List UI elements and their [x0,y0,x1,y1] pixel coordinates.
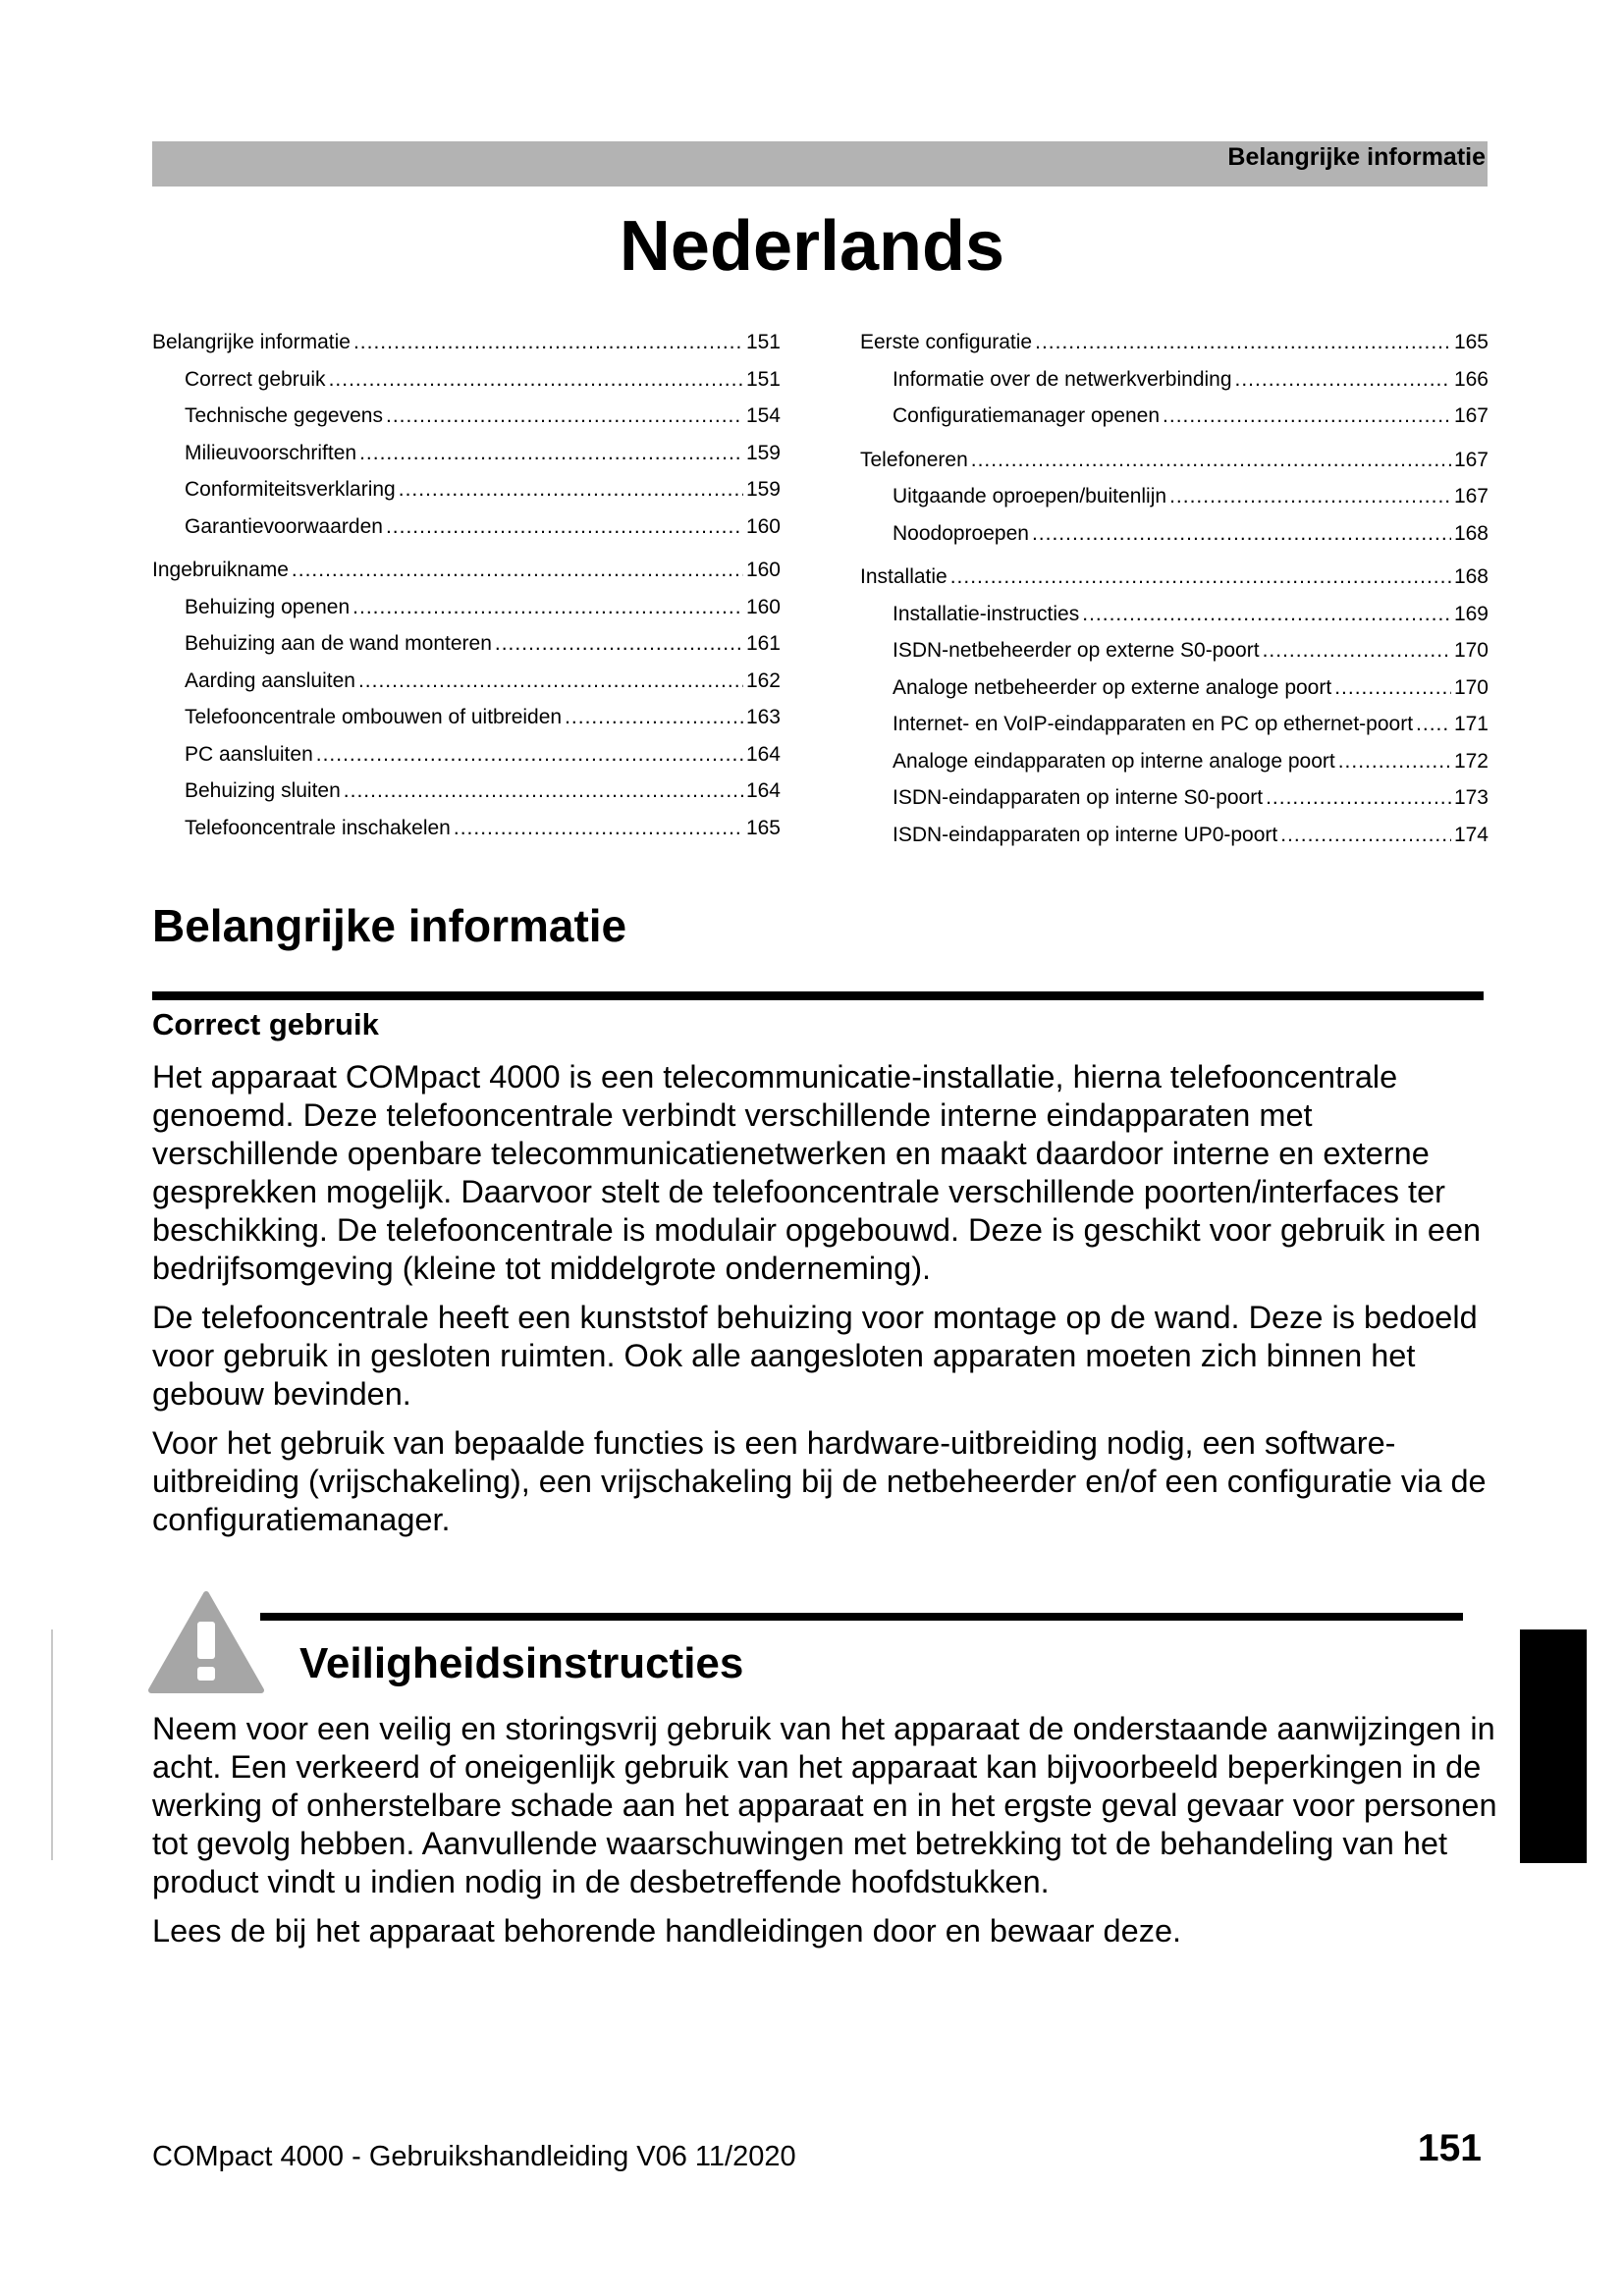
chapter-tab-marker [1520,1629,1587,1863]
section-body [152,1058,1497,1550]
toc-entry[interactable]: Installatie ..... 168 [860,559,1489,596]
toc-entry[interactable]: Eerste configuratie ..... 165 [860,324,1489,361]
page-title: Nederlands [619,207,1005,286]
toc-entry[interactable]: Analoge netbeheerder op externe analoge poort ..... 170 [860,669,1489,707]
toc-entry[interactable]: Configuratiemanager openen ..... 167 [860,398,1489,435]
toc-entry[interactable]: Belangrijke informatie ..... 151 [152,324,781,361]
warning-body [152,1710,1497,1961]
paragraph: De telefooncentrale heeft een kunststof behuizing voor montage op de wand. Deze is bedoeld voor gebruik in gesloten ruimten. Ook alle aangesloten apparaten moeten zich binnen het gebouw bevinden. [152,1300,1478,1412]
footer-document-title: COMpact 4000 - Gebruikshandleiding V06 11/2020 [152,2141,796,2172]
toc-entry[interactable]: Ingebruikname ..... 160 [152,552,781,589]
margin-line [51,1629,53,1860]
paragraph: Lees de bij het apparaat behorende handleidingen door en bewaar deze. [152,1913,1182,1949]
header-bar [152,141,1488,187]
toc-right-column [860,324,1489,853]
toc-entry[interactable]: Correct gebruik ..... 151 [152,361,781,399]
warning-title: Veiligheidsinstructies [299,1639,744,1687]
toc-entry[interactable]: Analoge eindapparaten op interne analoge poort ..... 172 [860,743,1489,780]
header-section-label: Belangrijke informatie [1227,143,1486,171]
warning-rule [260,1613,1463,1621]
toc-entry[interactable]: Behuizing sluiten ..... 164 [152,773,781,810]
toc-entry[interactable]: Telefoneren ..... 167 [860,442,1489,479]
toc-entry[interactable]: Telefooncentrale inschakelen ..... 165 [152,810,781,847]
toc-entry[interactable]: Technische gegevens ..... 154 [152,398,781,435]
paragraph: Neem voor een veilig en storingsvrij gebruik van het apparaat de onderstaande aanwijzingen in acht. Een verkeerd of oneigenlijk gebruik van het apparaat kan bijvoorbeeld beperkingen in de werking of onherstelbare schade aan het apparaat en in het ergste geval gevaar voor personen tot gevolg hebben. Aanvullende waarschuwingen met betrekking tot de behandeling van het product vindt u indien nodig in de desbetreffende hoofdstukken. [152,1711,1497,1899]
toc-entry[interactable]: Milieuvoorschriften ..... 159 [152,435,781,472]
toc-entry[interactable]: Conformiteitsverklaring ..... 159 [152,471,781,508]
toc-left-column [152,324,781,846]
section-title: Belangrijke informatie [152,900,627,951]
toc-entry[interactable]: Noodoproepen ..... 168 [860,515,1489,553]
toc-entry[interactable]: Installatie-instructies ..... 169 [860,596,1489,633]
toc-entry[interactable]: Telefooncentrale ombouwen of uitbreiden ..... 163 [152,699,781,736]
toc-entry[interactable]: Internet- en VoIP-eindapparaten en PC op ethernet-poort ..... 171 [860,706,1489,743]
footer-page-number: 151 [1417,2127,1482,2169]
paragraph: Het apparaat COMpact 4000 is een telecommunicatie-installatie, hierna telefooncentrale genoemd. Deze telefooncentrale verbindt verschillende interne eindapparaten met verschillende openbare telecommunicatienetwerken en maakt daardoor interne en externe gesprekken mogelijk. Daarvoor stelt de telefooncentrale verschillende poorten/interfaces ter beschikking. De telefooncentrale is modulair opgebouwd. Deze is geschikt voor gebruik in een bedrijfsomgeving (kleine tot middelgrote onderneming). [152,1059,1482,1286]
toc-entry[interactable]: ISDN-eindapparaten op interne S0-poort ..... 173 [860,779,1489,817]
section-rule [152,991,1484,1000]
toc-entry[interactable]: Behuizing openen ..... 160 [152,589,781,626]
subsection-title: Correct gebruik [152,1007,379,1041]
toc-entry[interactable]: Garantievoorwaarden ..... 160 [152,508,781,546]
toc-entry[interactable]: Behuizing aan de wand monteren ..... 161 [152,625,781,663]
paragraph: Voor het gebruik van bepaalde functies is een hardware-uitbreiding nodig, een software-uitbreiding (vrijschakeling), een vrijschakeling bij de netbeheerder en/of een configuratie via de configuratiemanager. [152,1425,1487,1537]
toc-entry[interactable]: Aarding aansluiten ..... 162 [152,663,781,700]
toc-entry[interactable]: PC aansluiten ..... 164 [152,736,781,774]
toc-entry[interactable]: Uitgaande oproepen/buitenlijn ..... 167 [860,478,1489,515]
toc-entry[interactable]: ISDN-netbeheerder op externe S0-poort ..... 170 [860,632,1489,669]
toc-entry[interactable]: ISDN-eindapparaten op interne UP0-poort ..... 174 [860,817,1489,854]
toc-entry[interactable]: Informatie over de netwerkverbinding ..... 166 [860,361,1489,399]
warning-icon [147,1590,265,1694]
